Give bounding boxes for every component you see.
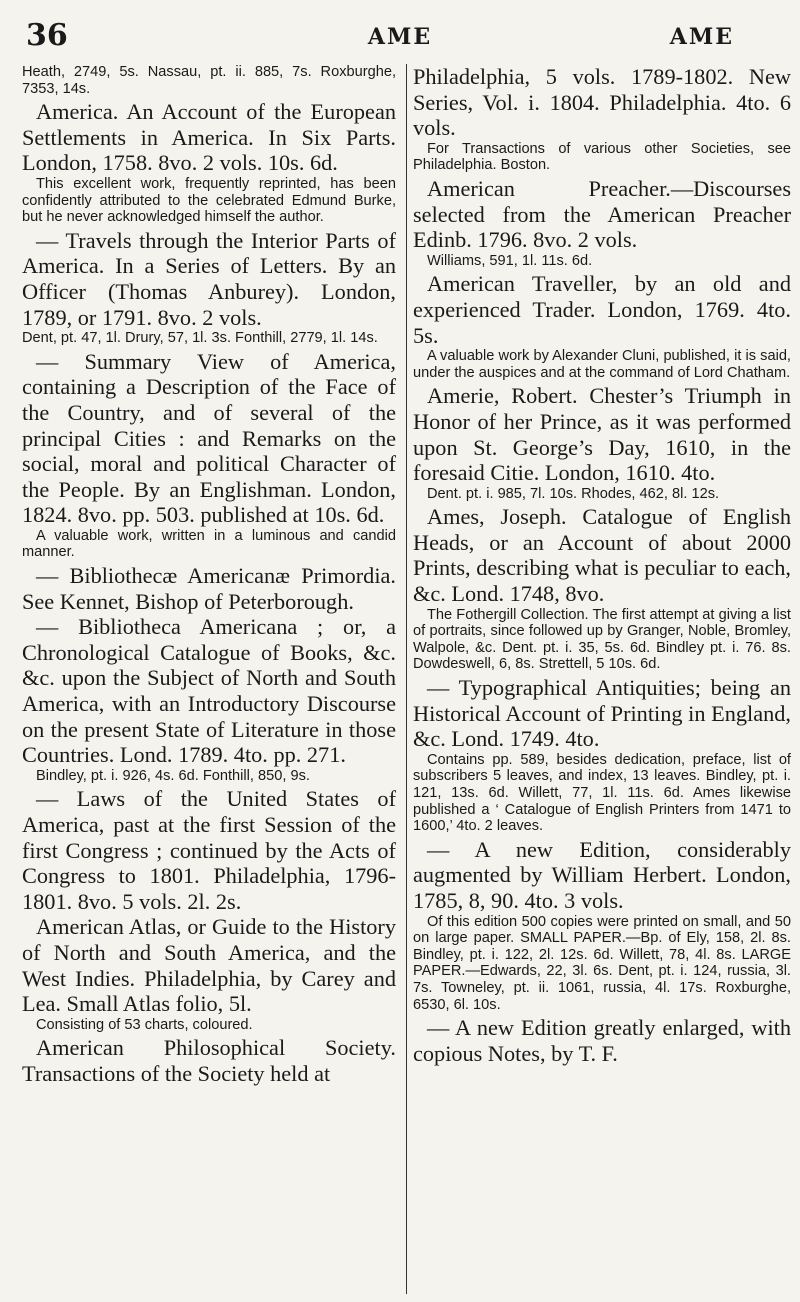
annotation-note: For Transactions of various other Societies, see Philadelphia. Boston.	[413, 140, 791, 174]
right-column	[406, 64, 791, 1294]
annotation-note: A valuable work by Alexander Cluni, published, it is said, under the auspices and at the command of Lord Chatham.	[413, 348, 791, 381]
annotation-note: Of this edition 500 copies were printed on small, and 50 on large paper. SMALL PAPER.—Bp. of Ely, 158, 2l. 8s. Bindley, pt. i. 122, 2l. 12s. 6d. Willett, 78, 4l. 8s. LARGE PAPER.—Edwards, 22, 3l. 6s. Dent, pt. i. 124, russia, 3l. 7s. Towneley, pt. ii. 1061, russia, 4l. 17s. Roxburghe, 6530, 6l. 10s.	[413, 913, 791, 1013]
catalogue-entry: — Bibliothecæ Americanæ Primordia. See Kennet, Bishop of Peterborough.	[22, 563, 396, 614]
catalogue-entry: — Bibliotheca Americana ; or, a Chronological Catalogue of Books, &c. &c. upon the Subject of North and South America, with an Introductory Discourse on the present State of Literature in those Countries. Lond. 1789. 4to. pp. 271.	[22, 614, 396, 768]
sale-note: Dent, pt. 47, 1l. Drury, 57, 1l. 3s. Fonthill, 2779, 1l. 14s.	[22, 330, 378, 347]
catalogue-entry: American Preacher.—Discourses selected from the American Preacher Edinb. 1796. 8vo. 2 vols.	[413, 175, 791, 253]
sale-note: Heath, 2749, 5s. Nassau, pt. ii. 885, 7s. Roxburghe, 7353, 14s.	[22, 64, 396, 97]
catalogue-entry: Ames, Joseph. Catalogue of English Heads, or an Account of about 2000 Prints, describing what is peculiar to each, &c. Lond. 1748, 8vo.	[413, 504, 791, 607]
annotation-note: Consisting of 53 charts, coloured.	[36, 1016, 253, 1033]
catalogue-entry: American Philosophical Society. Transactions of the Society held at	[22, 1035, 396, 1086]
catalogue-entry: — Typographical Antiquities; being an Historical Account of Printing in England, &c. Lond. 1749. 4to.	[413, 675, 791, 752]
catalogue-entry: American Traveller, by an old and experienced Trader. London, 1769. 4to. 5s.	[413, 271, 791, 348]
page-number: 36	[26, 18, 68, 53]
catalogue-entry: American Atlas, or Guide to the History of North and South America, and the West Indies. Philadelphia, by Carey and Lea. Small Atlas folio, 5l.	[22, 914, 396, 1017]
annotation-note: The Fothergill Collection. The first attempt at giving a list of portraits, since followed up by Granger, Noble, Bromley, Walpole, &c. Dent. pt. i. 35, 5s. 6d. Bindley pt. i. 76. 8s. Dowdeswell, 6, 8s. Strettell, 5 10s. 6d.	[413, 606, 791, 673]
sale-note: Bindley, pt. i. 926, 4s. 6d. Fonthill, 850, 9s.	[36, 767, 310, 784]
catalogue-entry: America. An Account of the European Settlements in America. In Six Parts. London, 1758. 8vo. 2 vols. 10s. 6d.	[22, 99, 396, 176]
catalogue-entry: — Laws of the United States of America, past at the first Session of the first Congress ; continued by the Acts of Congress to 1801. Philadelphia, 1796-1801. 8vo. 5 vols. 2l. 2s.	[22, 786, 396, 914]
running-head-left: AME	[367, 24, 433, 50]
catalogue-entry: Amerie, Robert. Chester’s Triumph in Honor of her Prince, as it was performed upon St. George’s Day, 1610, in the foresaid Citie. London, 1610. 4to.	[413, 383, 791, 486]
catalogue-entry: — A new Edition greatly enlarged, with copious Notes, by T. F.	[413, 1015, 791, 1066]
catalogue-entry: Philadelphia, 5 vols. 1789-1802. New Series, Vol. i. 1804. Philadelphia. 4to. 6 vols.	[413, 64, 791, 141]
sale-note: Dent. pt. i. 985, 7l. 10s. Rhodes, 462, 8l. 12s.	[427, 485, 720, 502]
left-column	[22, 64, 396, 1294]
page-header	[26, 10, 774, 56]
catalogue-entry: — Summary View of America, containing a Description of the Face of the Country, and of several of the principal Cities : and Remarks on the social, moral and political Character of the People. By an Englishman. London, 1824. 8vo. pp. 503. published at 10s. 6d.	[22, 348, 396, 528]
running-head-right: AME	[669, 24, 734, 50]
sale-note: Williams, 591, 1l. 11s. 6d.	[427, 252, 593, 269]
annotation-note: This excellent work, frequently reprinted, has been confidently attributed to the celebrated Edmund Burke, but he never acknowledged himself the author.	[22, 175, 396, 226]
catalogue-entry: — Travels through the Interior Parts of America. In a Series of Letters. By an Officer (Thomas Anburey). London, 1789, or 1791. 8vo. 2 vols.	[22, 227, 396, 330]
annotation-note: A valuable work, written in a luminous and candid manner.	[22, 527, 396, 561]
annotation-note: Contains pp. 589, besides dedication, preface, list of subscribers 5 leaves, and index, 13 leaves. Bindley, pt. i. 121, 13s. 6d. Willett, 77, 1l. 11s. 6d. Ames likewise published a ‘ Catalogue of English Printers from 1471 to 1600,’ 4to. 2 leaves.	[413, 751, 791, 835]
catalogue-entry: — A new Edition, considerably augmented by William Herbert. London, 1785, 8, 90. 4to. 3 vols.	[413, 836, 791, 913]
